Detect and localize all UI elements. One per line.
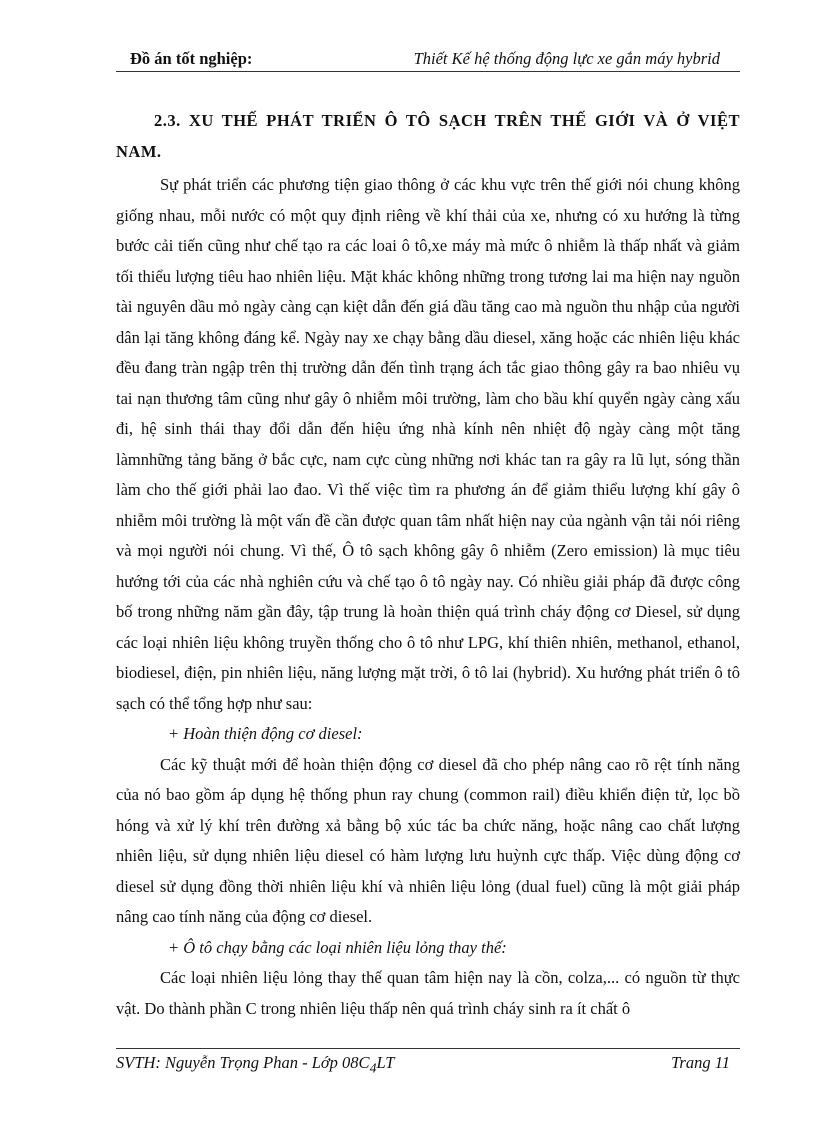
page-footer <box>116 1048 740 1079</box>
footer-page-number: Trang 11 <box>671 1053 730 1072</box>
body-paragraph-diesel: Các kỹ thuật mới để hoàn thiện động cơ diesel đã cho phép nâng cao rõ rệt tính năng của nó bao gồm áp dụng hệ thống phun ray chung (common rail) điều khiển điện tử, lọc bồ hóng và xử lý khí trên đường xả bằng bộ xúc tác ba chức năng, hoặc nâng cao chất lượng nhiên liệu, sử dụng nhiên liệu diesel có hàm lượng lưu huỳnh cực thấp. Việc dùng động cơ diesel sử dụng đồng thời nhiên liệu khí và nhiên liệu lỏng (dual fuel) cũng là một giải pháp nâng cao tính năng của động cơ diesel. <box>116 754 740 926</box>
page-body <box>116 106 740 1024</box>
section-heading: 2.3. XU THẾ PHÁT TRIỂN Ô TÔ SẠCH TRÊN THẾ GIỚI VÀ Ở VIỆT NAM. <box>116 111 740 161</box>
header-document-type: Đồ án tốt nghiệp: <box>130 49 253 68</box>
header-thesis-title: Thiết Kế hệ thống động lực xe gắn máy hybrid <box>413 49 720 68</box>
footer-class-suffix: LT <box>376 1053 395 1072</box>
body-paragraph-liquid-fuel: Các loại nhiên liệu lỏng thay thế quan tâm hiện nay là cồn, colza,... có nguồn từ thực vật. Do thành phần C trong nhiên liệu thấp nên quá trình cháy sinh ra ít chất ô <box>116 968 740 1018</box>
footer-student-info <box>116 1053 394 1076</box>
page-header <box>116 47 740 72</box>
subheading-liquid-fuel: + Ô tô chạy bằng các loại nhiên liệu lỏng thay thế: <box>168 937 507 957</box>
subheading-diesel: + Hoàn thiện động cơ diesel: <box>168 724 363 743</box>
footer-student-name: SVTH: Nguyễn Trọng Phan - Lớp 08C <box>116 1053 370 1072</box>
footer-class-subscript: 4 <box>369 1060 377 1076</box>
body-paragraph-intro: Sự phát triển các phương tiện giao thông ở các khu vực trên thế giới nói chung không giống nhau, mỗi nước có một quy định riêng về khí thải của xe, nhưng có xu hướng là từng bước cải tiến cũng như chế tạo ra các loai ô tô,xe máy mà mức ô nhiễm là thấp nhất và giảm tối thiểu lượng tiêu hao nhiên liệu. Mặt khác không những trong tương lai ma hiện nay nguồn tài nguyên dầu mỏ ngày càng cạn kiệt dẫn đến giá dầu tăng cao mà nguồn thu nhập của người dân lại tăng không đáng kể. Ngày nay xe chạy bằng dầu diesel, xăng hoặc các nhiên liệu khác đều đang tràn ngập trên thị trường dẫn đến tình trạng ách tắc giao thông gây ra bao nhiêu vụ tai nạn thương tâm cũng như gây ô nhiễm môi trường, làm cho bầu khí quyển ngày càng xấu đi, hệ sinh thái thay đổi dẫn đến hiệu ứng nhà kính nên nhiệt độ ngày càng một tăng làmnhững tảng băng ở bắc cực, nam cực cùng những nơi khác tan ra gây ra lũ lụt, sóng thần làm cho thế giới phải lao đao. Vì thế việc tìm ra phương án để giảm thiểu lượng khí gây ô nhiễm môi trường là một vấn đề cần được quan tâm nhất hiện nay của ngành vận tải nói riêng và mọi người nói chung. Vì thế, Ô tô sạch không gây ô nhiễm (Zero emission) là mục tiêu hướng tới của các nhà nghiên cứu và chế tạo ô tô ngày nay. Có nhiều giải pháp đã được công bố trong những năm gần đây, tập trung là hoàn thiện quá trình cháy động cơ Diesel, sử dụng các loại nhiên liệu không truyền thống cho ô tô như LPG, khí thiên nhiên, methanol, ethanol, biodiesel, điện, pin nhiên liệu, năng lượng mặt trời, ô tô lai (hybrid). Xu hướng phát triển ô tô sạch có thể tổng hợp như sau: <box>116 175 740 713</box>
